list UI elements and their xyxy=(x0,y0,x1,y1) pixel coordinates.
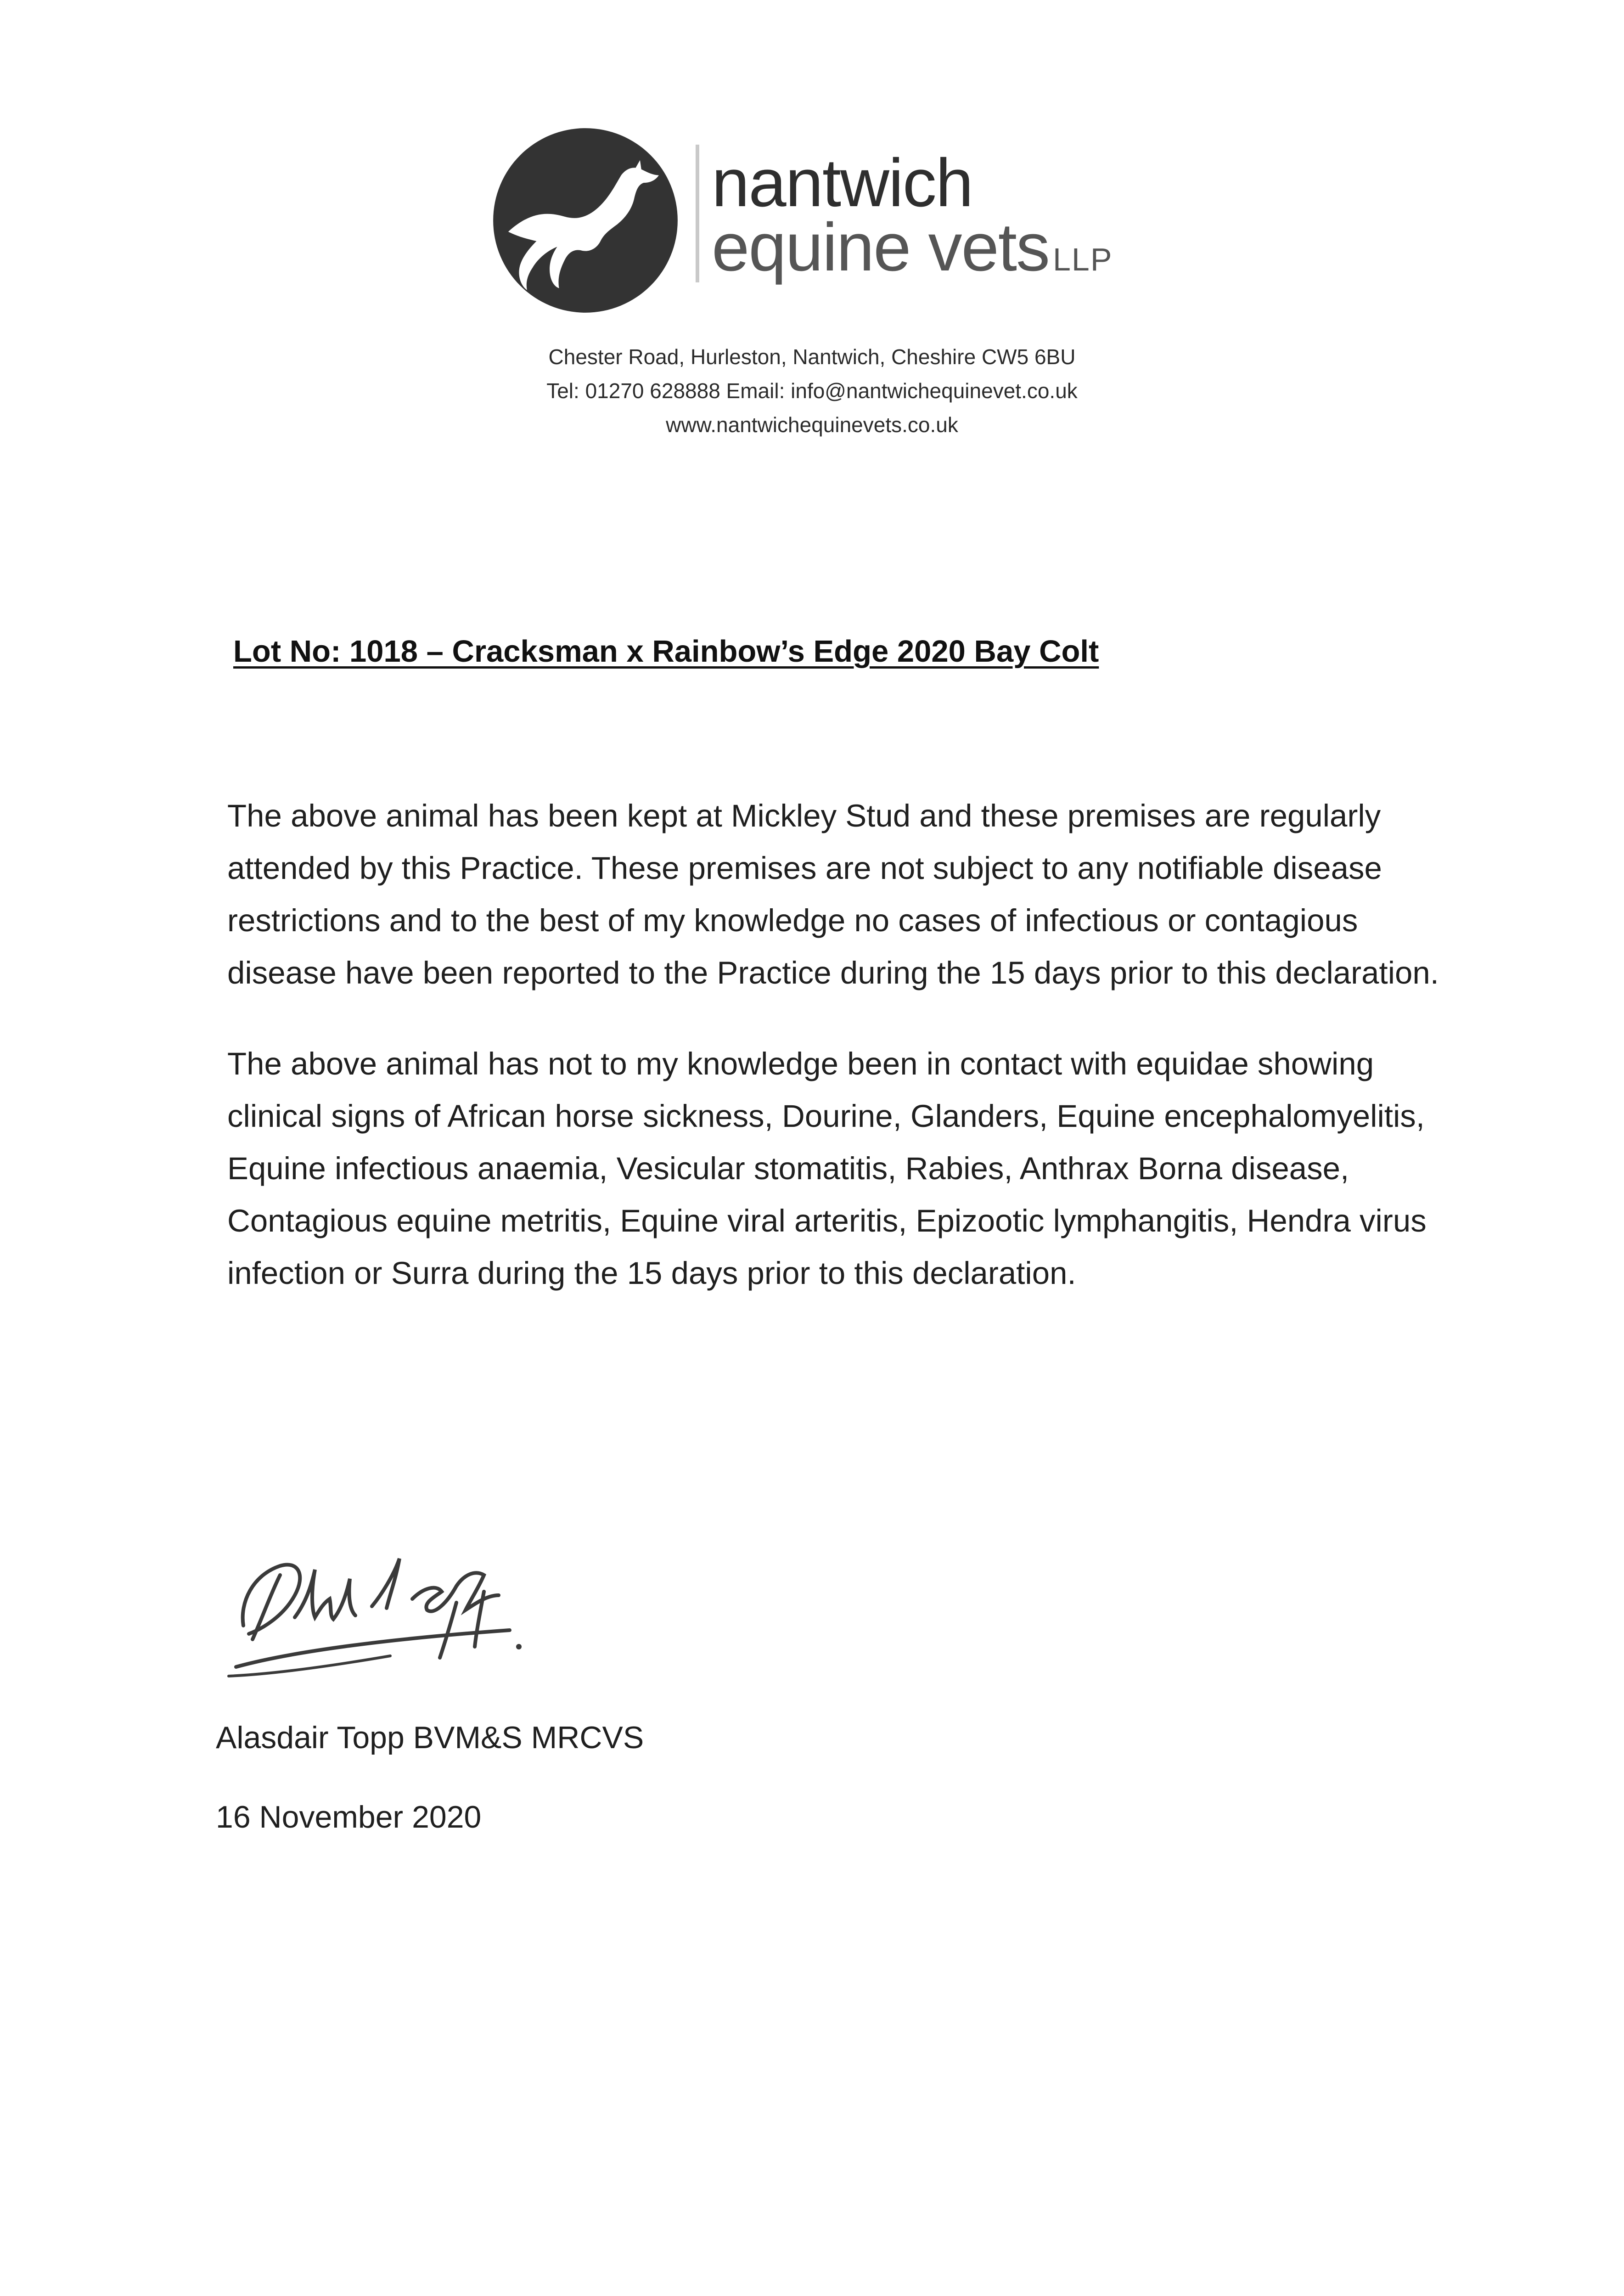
declaration-paragraph-contact: The above animal has not to my knowledge been in contact with equidae showing clinical signs of African horse sickness, Dourine, Glanders, Equine encephalomyelitis, Equine infectious anaemia, Vesicular stomatitis, Rabies, Anthrax Borna disease, Contagious equine metritis, Equine viral arteritis, Epizootic lymphangitis, Hendra virus infection or Surra during the 15 days prior to this declaration. xyxy=(227,1046,1427,1291)
brand-suffix: LLP xyxy=(1052,242,1113,277)
logo-divider xyxy=(696,145,699,282)
address-line: Chester Road, Hurleston, Nantwich, Cheshire CW5 6BU xyxy=(548,345,1076,369)
declaration-body xyxy=(227,790,1439,1338)
jumping-horse-icon xyxy=(491,126,680,315)
declaration-date: 16 November 2020 xyxy=(216,1800,482,1835)
contact-line: Tel: 01270 628888 Email: info@nantwichequinevet.co.uk xyxy=(546,379,1078,403)
website-link[interactable]: www.nantwichequinevets.co.uk xyxy=(666,413,958,437)
brand-subname xyxy=(712,209,1113,285)
lot-title: Lot No: 1018 – Cracksman x Rainbow’s Edge 2020 Bay Colt xyxy=(233,634,1099,669)
signatory-name: Alasdair Topp BVM&S MRCVS xyxy=(216,1720,644,1755)
practice-address xyxy=(0,340,1624,442)
letterhead xyxy=(491,117,1134,310)
brand-name: nantwich xyxy=(712,145,973,221)
declaration-paragraph-premises: The above animal has been kept at Mickley Stud and these premises are regularly attended by this Practice. These premises are not subject to any notifiable disease restrictions and to the best of my knowledge no cases of infectious or contagious disease have been reported to the Practice during the 15 days prior to this declaration. xyxy=(227,798,1439,990)
handwritten-signature xyxy=(216,1538,546,1690)
brand-subname-text: equine vets xyxy=(712,209,1049,285)
